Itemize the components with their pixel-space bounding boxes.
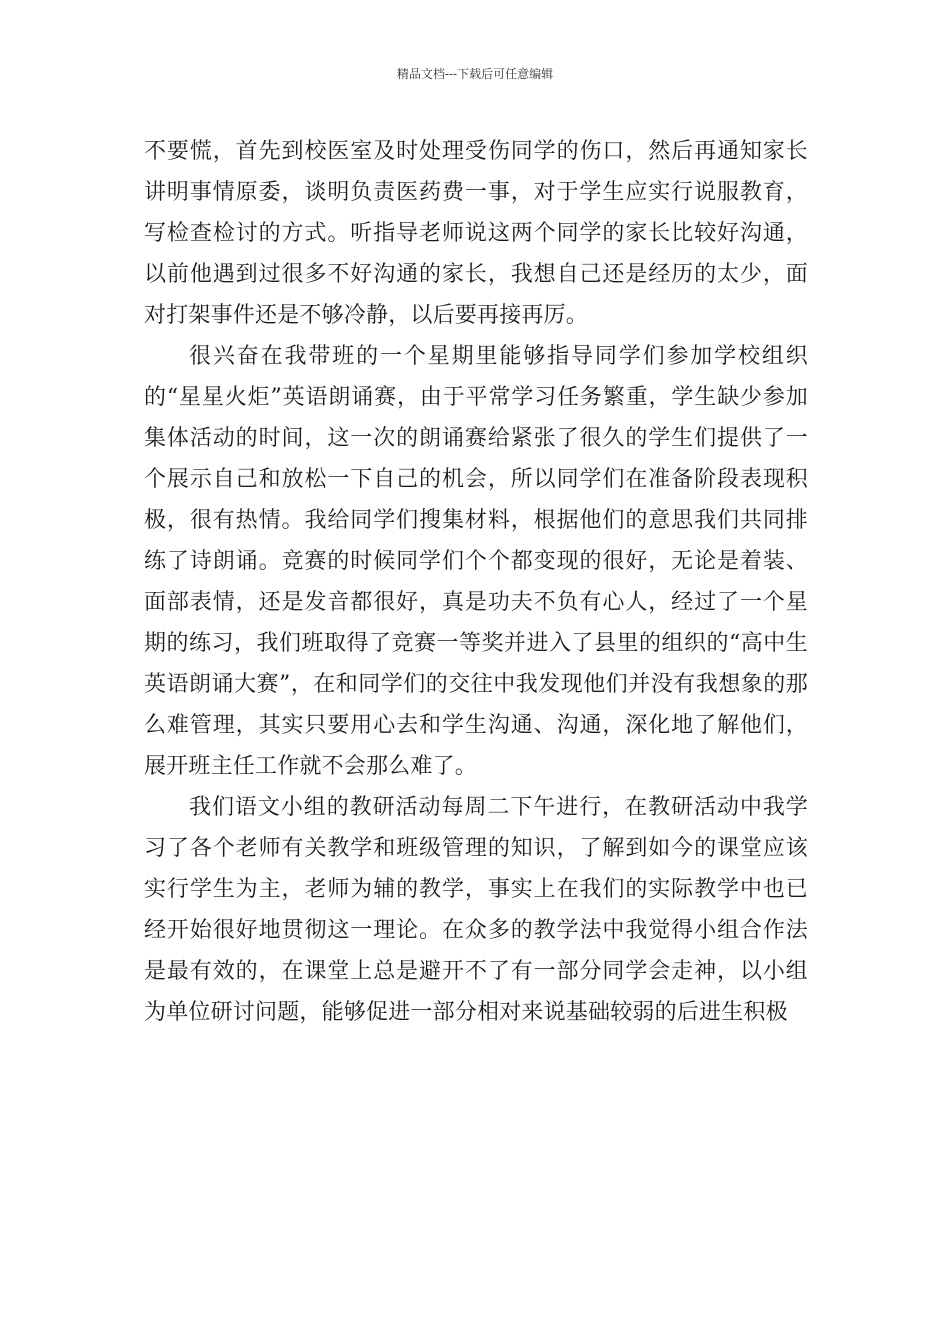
page-header: 精品文档---下载后可任意编辑: [396, 67, 554, 81]
paragraph-recitation-contest: 很兴奋在我带班的一个星期里能够指导同学们参加学校组织的“星星火炬”英语朗诵赛，由于平常学习任务繁重，学生缺少参加集体活动的时间，这一次的朗诵赛给紧张了很久的学生们提供了一个展示自己和放松一下自己的机会，所以同学们在准备阶段表现积极，很有热情。我给同学们搜集材料，根据他们的意思我们共同排练了诗朗诵。竞赛的时候同学们个个都变现的很好，无论是着装、面部表情，还是发音都很好，真是功夫不负有心人，经过了一个星期的练习，我们班取得了竞赛一等奖并进入了县里的组织的“高中生英语朗诵大赛”，在和同学们的交往中我发现他们并没有我想象的那么难管理，其实只要用心去和学生沟通、沟通，深化地了解他们，展开班主任工作就不会那么难了。: [144, 344, 808, 779]
document-body: [144, 131, 808, 1033]
paragraph-continuation: 不要慌，首先到校医室及时处理受伤同学的伤口，然后再通知家长讲明事情原委，谈明负责医药费一事，对于学生应实行说服教育，写检查检讨的方式。听指导老师说这两个同学的家长比较好沟通，以前他遇到过很多不好沟通的家长，我想自己还是经历的太少，面对打架事件还是不够冷静，以后要再接再厉。: [144, 139, 808, 328]
paragraph-teaching-research: 我们语文小组的教研活动每周二下午进行，在教研活动中我学习了各个老师有关教学和班级管理的知识，了解到如今的课堂应该实行学生为主，老师为辅的教学，事实上在我们的实际教学中也已经开始很好地贯彻这一理论。在众多的教学法中我觉得小组合作法是最有效的，在课堂上总是避开不了有一部分同学会走神，以小组为单位研讨问题，能够促进一部分相对来说基础较弱的后进生积极: [144, 795, 808, 1025]
